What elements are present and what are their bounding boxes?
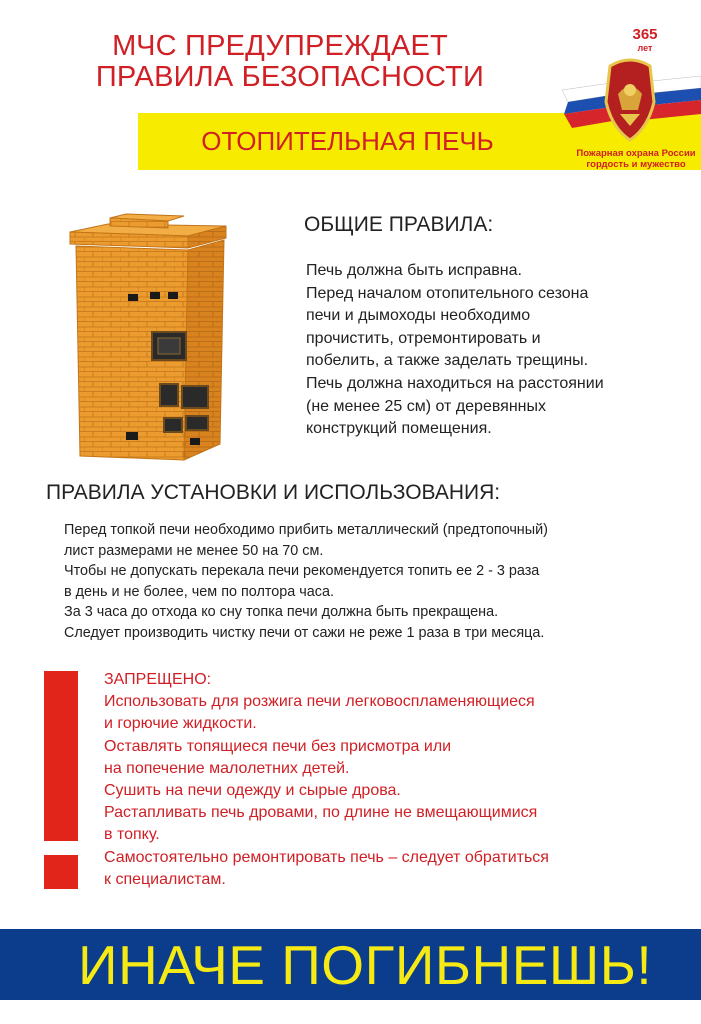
forbidden-list	[104, 669, 694, 891]
poster-header-line1: МЧС ПРЕДУПРЕЖДАЕТ	[112, 30, 448, 62]
installation-rules-text	[64, 520, 694, 644]
general-rule-line: конструкций помещения.	[306, 420, 492, 438]
general-rule-line: Печь должна находиться на расстоянии	[306, 374, 604, 392]
exclamation-mark-icon	[44, 671, 78, 841]
forbidden-line: Оставлять топящиеся печи без присмотра или	[104, 737, 452, 755]
installation-rule-line: Следует производить чистку печи от сажи не реже 1 раза в три месяца.	[64, 624, 545, 641]
general-rule-line: (не менее 25 см) от деревянных	[306, 397, 547, 415]
installation-rule-line: За 3 часа до отхода ко сну топка печи должна быть прекращена.	[64, 604, 499, 621]
general-rule-line: Печь должна быть исправна.	[306, 262, 522, 279]
emblem-years: 365	[632, 26, 658, 43]
installation-rule-line: Перед топкой печи необходимо прибить металлический (предтопочный)	[64, 522, 548, 538]
emblem-caption-line1: Пожарная охрана России	[576, 148, 696, 159]
emblem-years-unit: лет	[637, 43, 653, 53]
installation-rule-line: в день и не более, чем по полтора часа.	[64, 583, 334, 600]
brick-stove-illustration	[66, 212, 230, 462]
forbidden-line: к специалистам.	[104, 870, 226, 888]
forbidden-heading: ЗАПРЕЩЕНО:	[104, 671, 212, 688]
general-rule-line: побелить, а также заделать трещины.	[306, 352, 589, 370]
forbidden-line: Использовать для розжига печи легковоспламеняющиеся	[104, 693, 535, 711]
exclamation-dot-icon	[44, 855, 78, 889]
general-rules-text	[306, 260, 696, 441]
forbidden-line: в топку.	[104, 826, 160, 844]
forbidden-line: и горючие жидкости.	[104, 715, 257, 733]
general-rules-title: ОБЩИЕ ПРАВИЛА:	[304, 213, 494, 236]
poster-subtitle: ОТОПИТЕЛЬНАЯ ПЕЧЬ	[201, 126, 494, 156]
forbidden-line: на попечение малолетних детей.	[104, 759, 350, 777]
forbidden-line: Растапливать печь дровами, по длине не вмещающимися	[104, 804, 538, 822]
general-rule-line: Перед началом отопительного сезона	[306, 284, 589, 302]
forbidden-line: Самостоятельно ремонтировать печь – следует обратиться	[104, 848, 549, 866]
installation-rules-title: ПРАВИЛА УСТАНОВКИ И ИСПОЛЬЗОВАНИЯ:	[46, 481, 501, 504]
emblem-caption-line2: гордость и мужество	[586, 159, 686, 170]
general-rule-line: прочистить, отремонтировать и	[306, 329, 541, 347]
warning-slogan: ИНАЧЕ ПОГИБНЕШЬ!	[78, 934, 653, 996]
installation-rule-line: Чтобы не допускать перекала печи рекомендуется топить ее 2 - 3 раза	[64, 563, 540, 580]
forbidden-line: Сушить на печи одежду и сырые дрова.	[104, 782, 401, 800]
poster-header-line2: ПРАВИЛА БЕЗОПАСНОСТИ	[95, 61, 485, 93]
general-rule-line: печи и дымоходы необходимо	[306, 307, 531, 325]
installation-rule-line: лист размерами не менее 50 на 70 см.	[64, 542, 324, 559]
